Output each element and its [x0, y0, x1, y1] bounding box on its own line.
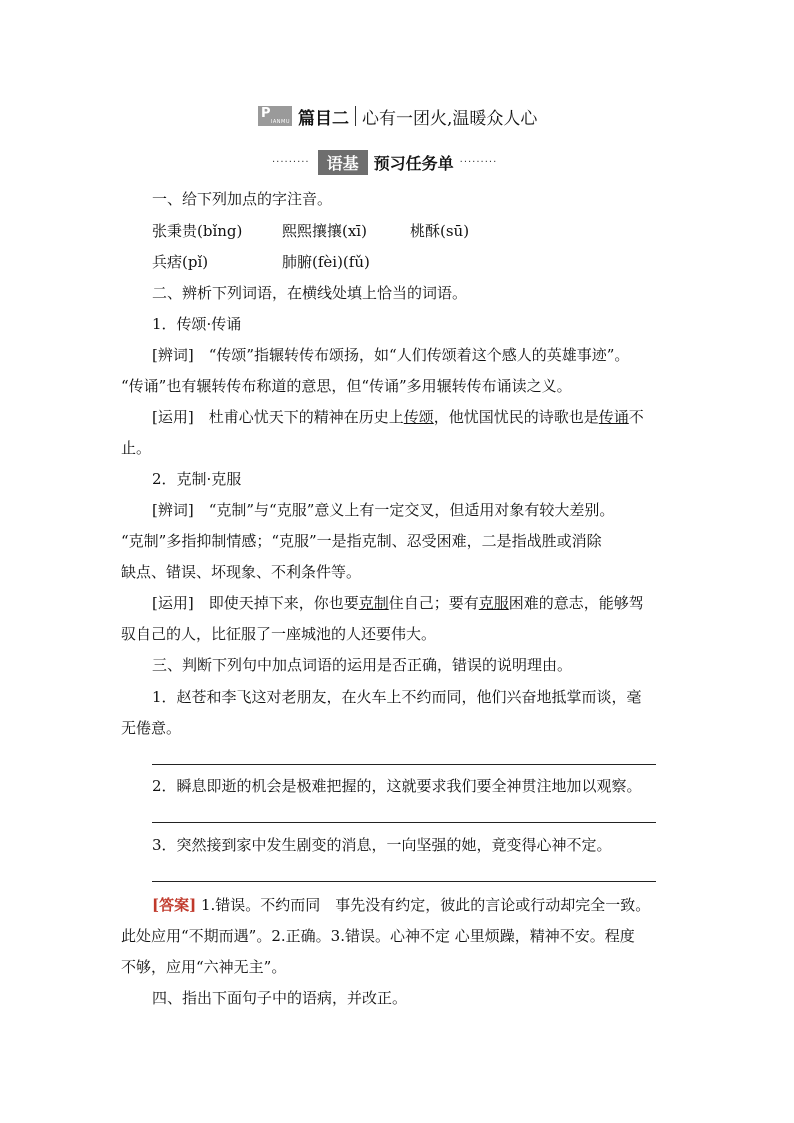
q3-title: 三、判断下列句中加点词语的运用是否正确，错误的说明理由。 [152, 656, 573, 674]
q3-sentence-1: 1．赵苍和李飞这对老朋友，在火车上不约而同，他们兴奋地抵掌而谈，毫 [152, 688, 642, 706]
word2-bianci-3: 缺点、错误、坏现象、不利条件等。 [121, 563, 362, 581]
section-title: 心有一团火,温暖众人心 [362, 108, 538, 129]
usage-answer: 克服 [478, 594, 509, 612]
usage-answer: 传诵 [598, 408, 629, 426]
word1-bianci-1: [辨词] “传颂”指辗转传布颂扬，如“人们传颂着这个感人的英雄事迹”。 [152, 346, 630, 364]
answer-line-2[interactable] [152, 822, 656, 823]
q3-sentence-1-cont: 无倦意。 [121, 719, 182, 737]
word2-bianci-2: “克制”多指抑制情感；“克服”一是指克制、忍受困难，二是指战胜或消除 [121, 532, 602, 550]
q1-item-4: 兵痞(pǐ) [152, 253, 209, 271]
page-title [258, 102, 537, 130]
usage-answer: 传颂 [403, 408, 434, 426]
usage-answer: 克制 [358, 594, 389, 612]
usage-text: 住自己；要有 [388, 594, 479, 612]
word2-usage-cont: 驭自己的人，比征服了一座城池的人还要伟大。 [121, 625, 437, 643]
title-divider [355, 106, 356, 126]
usage-text: [运用] 杜甫心忧天下的精神在历史上 [152, 408, 404, 426]
q1-item-5: 肺腑(fèi)(fǔ) [282, 253, 370, 271]
usage-text: ，他忧国忧民的诗歌也是 [433, 408, 599, 426]
usage-text: [运用] 即使天掉下来，你也要 [152, 594, 359, 612]
q1-title: 一、给下列加点的字注音。 [152, 190, 333, 208]
answer-line-1[interactable] [152, 764, 656, 765]
logo-letter: P [261, 106, 271, 121]
usage-text: 困难的意志，能够驾 [508, 594, 644, 612]
q1-item-1: 张秉贵(bǐng) [152, 222, 243, 240]
banner-text: 预习任务单 [373, 153, 454, 173]
answer-line-b: 此处应用“不期而遇”。2.正确。3.错误。心神不定 心里烦躁，精神不安。程度 [121, 927, 635, 945]
word1-usage [152, 406, 644, 428]
pianmu-logo-icon [258, 106, 292, 126]
banner-dots-left: ········· [272, 156, 310, 168]
word2-usage [152, 592, 644, 614]
q4-title: 四、指出下面句子中的语病，并改正。 [152, 989, 408, 1007]
q3-sentence-3: 3．突然接到家中发生剧变的消息，一向坚强的她，竟变得心神不定。 [152, 836, 612, 854]
section-banner [272, 150, 497, 174]
answer-line-3[interactable] [152, 881, 656, 882]
answer-line-c: 不够，应用“六神无主”。 [121, 958, 287, 976]
answer-tag: [答案] [152, 896, 197, 914]
answer-line-a [152, 894, 650, 916]
answer-text: 1.错误。不约而同 事先没有约定，彼此的言论或行动却完全一致。 [200, 896, 651, 914]
word1-title: 1．传颂·传诵 [152, 315, 242, 333]
logo-sub: IANMU [270, 119, 290, 125]
q1-item-3: 桃酥(sū) [410, 222, 470, 240]
banner-dots-right: ········· [459, 156, 498, 168]
word2-bianci-1: [辨词] “克制”与“克服”意义上有一定交叉，但适用对象有较大差别。 [152, 501, 615, 519]
section-label: 篇目二 [298, 108, 349, 129]
q2-title: 二、辨析下列词语，在横线处填上恰当的词语。 [152, 284, 468, 302]
banner-tag: 语基 [318, 150, 368, 175]
q1-item-2: 熙熙攘攘(xī) [282, 222, 367, 240]
word1-bianci-2: “传诵”也有辗转传布称道的意思，但“传诵”多用辗转传布诵读之义。 [121, 377, 572, 395]
usage-text: 不 [628, 408, 644, 426]
word2-title: 2．克制·克服 [152, 470, 242, 488]
word1-usage-cont: 止。 [121, 439, 152, 457]
q3-sentence-2: 2．瞬息即逝的机会是极难把握的，这就要求我们要全神贯注地加以观察。 [152, 777, 642, 795]
